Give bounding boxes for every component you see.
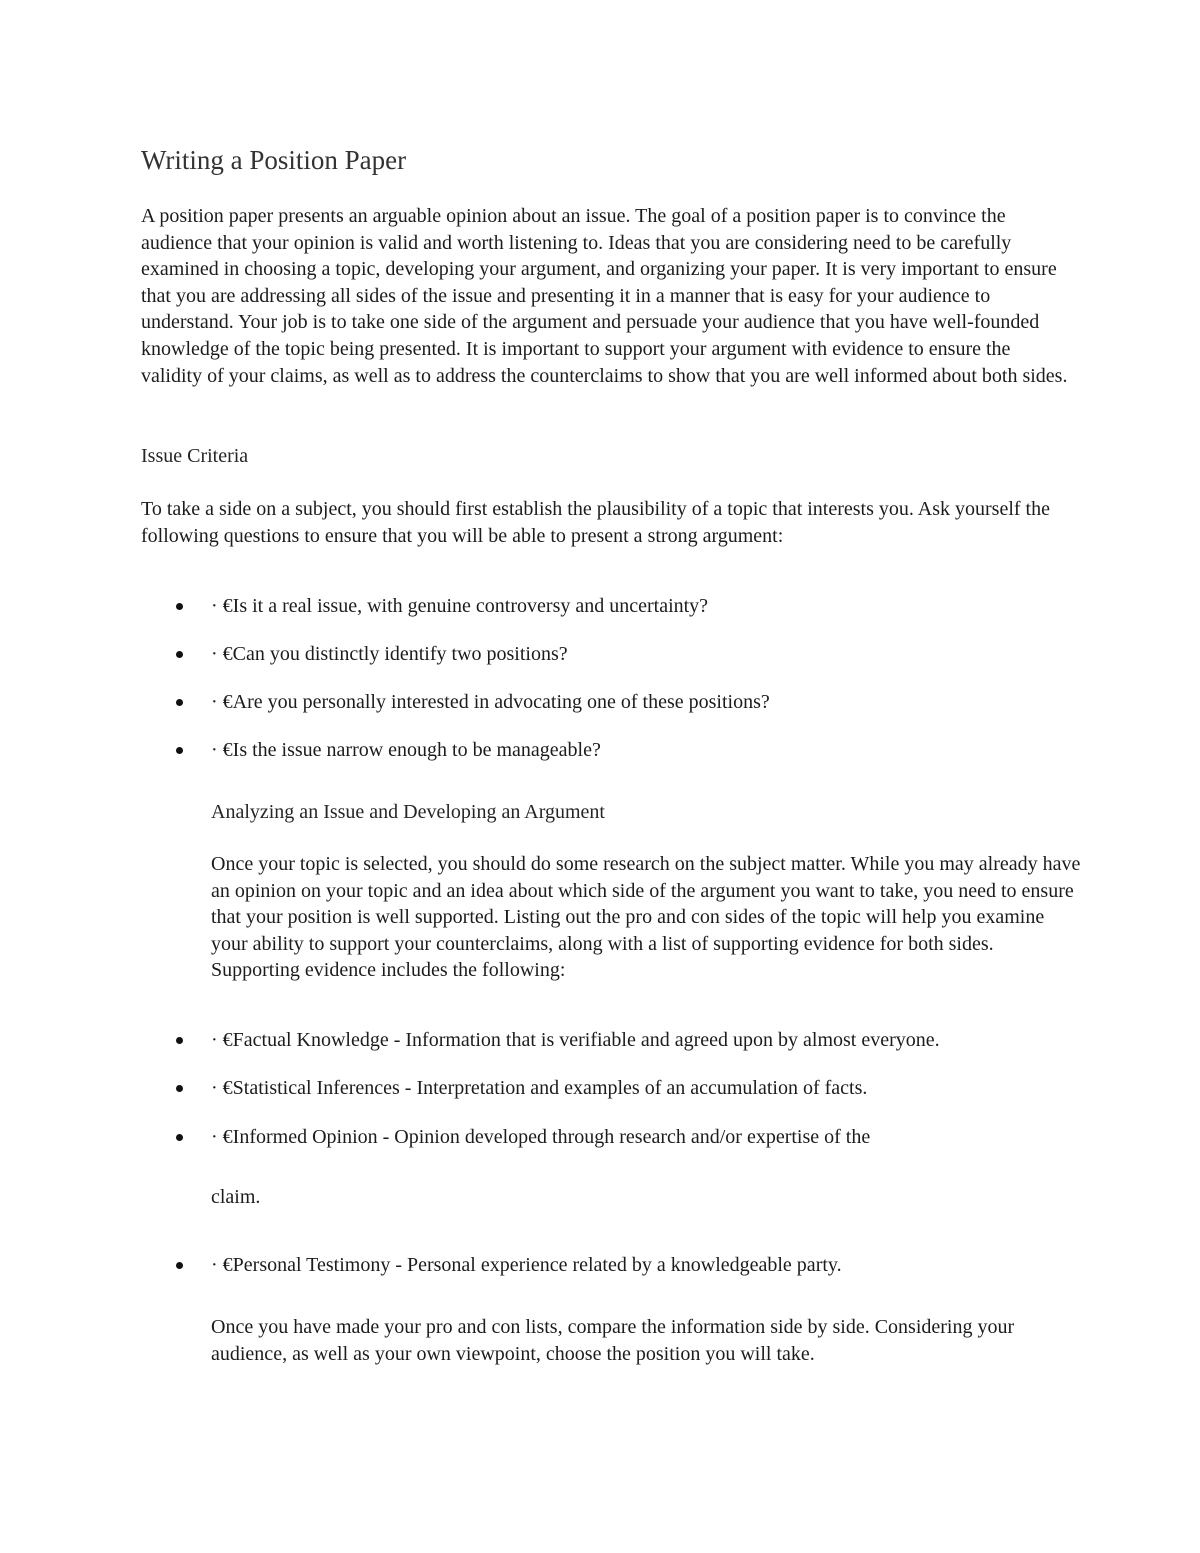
list-item-text: · €Statistical Inferences - Interpretation and examples of an accumulation of facts. (211, 1077, 868, 1099)
list-item-text: · €Can you distinctly identify two positions? (211, 643, 568, 665)
bullet-icon (176, 603, 183, 610)
bullet-icon (176, 699, 183, 706)
intro-paragraph: A position paper presents an arguable opinion about an issue. The goal of a position paper is to convince the audience that your opinion is valid and worth listening to. Ideas that you are considering need to be carefully examined in choosing a topic, developing your argument, and organizing your paper. It is very important to ensure that you are addressing all sides of the issue and presenting it in a manner that is easy for your audience to understand. Your job is to take one side of the argument and persuade your audience that you have well-founded knowledge of the topic being presented. It is important to support your argument with evidence to ensure the validity of your claims, as well as to address the counterclaims to show that you are well informed about both sides. (141, 205, 1068, 387)
list-item-text: · €Personal Testimony - Personal experience related by a knowledgeable party. (211, 1254, 842, 1276)
bullet-icon (176, 1037, 183, 1044)
analyzing-paragraph: Once your topic is selected, you should do some research on the subject matter. While you may already have an opinion on your topic and an idea about which side of the argument you want to take, you need to ensure that your position is well supported. Listing out the pro and con sides of the topic will help you examine your ability to support your counterclaims, along with a list of supporting evidence for both sides. Supporting evidence includes the following: (211, 853, 1081, 982)
issue-criteria-heading: Issue Criteria (141, 445, 249, 467)
list-item-text: · €Is it a real issue, with genuine controversy and uncertainty? (211, 595, 709, 617)
list-item-continuation: claim. (211, 1186, 261, 1208)
bullet-icon (176, 747, 183, 754)
bullet-icon (176, 651, 183, 658)
bullet-icon (176, 1085, 183, 1092)
document-title: Writing a Position Paper (141, 145, 407, 175)
closing-paragraph: Once you have made your pro and con lists, compare the information side by side. Considering your audience, as well as your own viewpoint, choose the position you will take. (211, 1316, 1015, 1365)
list-item-text: · €Are you personally interested in advocating one of these positions? (211, 691, 770, 713)
bullet-icon (176, 1262, 183, 1269)
bullet-icon (176, 1134, 183, 1141)
criteria-intro-paragraph: To take a side on a subject, you should first establish the plausibility of a topic that interests you. Ask yourself the following questions to ensure that you will be able to present a strong argument: (141, 498, 1050, 547)
list-item-text: · €Factual Knowledge - Information that is verifiable and agreed upon by almost everyone. (211, 1029, 940, 1051)
list-item-text: · €Informed Opinion - Opinion developed through research and/or expertise of the (211, 1126, 871, 1148)
list-item-text: · €Is the issue narrow enough to be manageable? (211, 739, 601, 761)
analyzing-heading: Analyzing an Issue and Developing an Argument (211, 801, 605, 823)
